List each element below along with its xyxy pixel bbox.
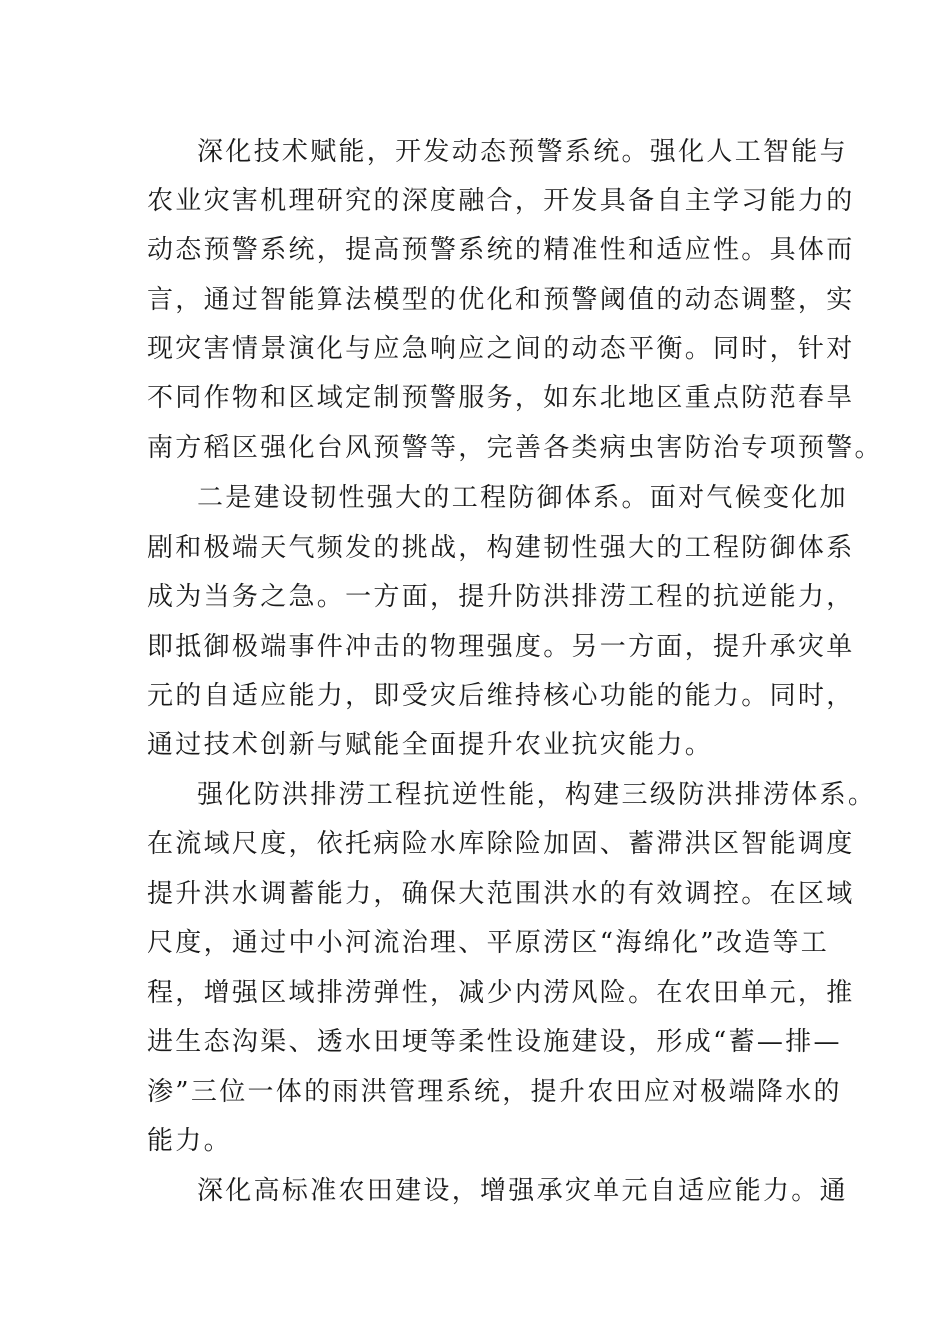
paragraph-1-line-7: 南方稻区强化台风预警等，完善各类病虫害防治专项预警。 xyxy=(147,433,883,463)
paragraph-1-line-3: 动态预警系统，提高预警系统的精准性和适应性。具体而 xyxy=(147,235,855,265)
paragraph-3-line-3: 提升洪水调蓄能力，确保大范围洪水的有效调控。在区域 xyxy=(147,879,855,909)
paragraph-3-line-2: 在流域尺度，依托病险水库除险加固、蓄滞洪区智能调度 xyxy=(147,829,855,859)
paragraph-2-line-1: 二是建设韧性强大的工程防御体系。面对气候变化加 xyxy=(197,483,848,513)
paragraph-3-line-1: 强化防洪排涝工程抗逆性能，构建三级防洪排涝体系。 xyxy=(197,780,877,810)
paragraph-1-line-6: 不同作物和区域定制预警服务，如东北地区重点防范春旱 xyxy=(147,383,855,413)
paragraph-2-line-3: 成为当务之急。一方面，提升防洪排涝工程的抗逆能力， xyxy=(147,582,855,612)
paragraph-4-line-1: 深化高标准农田建设，增强承灾单元自适应能力。通 xyxy=(197,1176,848,1206)
paragraph-1-line-4: 言，通过智能算法模型的优化和预警阈值的动态调整，实 xyxy=(147,285,855,315)
paragraph-3-line-5: 程，增强区域排涝弹性，减少内涝风险。在农田单元，推 xyxy=(147,978,855,1008)
paragraph-1-line-5: 现灾害情景演化与应急响应之间的动态平衡。同时，针对 xyxy=(147,334,855,364)
paragraph-1-line-1: 深化技术赋能，开发动态预警系统。强化人工智能与 xyxy=(197,137,848,167)
paragraph-2-line-2: 剧和极端天气频发的挑战，构建韧性强大的工程防御体系 xyxy=(147,533,855,563)
paragraph-1-line-2: 农业灾害机理研究的深度融合，开发具备自主学习能力的 xyxy=(147,186,855,216)
paragraph-3-line-8: 能力。 xyxy=(147,1126,232,1156)
paragraph-3-line-6: 进生态沟渠、透水田埂等柔性设施建设，形成“蓄—排— xyxy=(147,1027,842,1057)
paragraph-3-line-7: 渗”三位一体的雨洪管理系统，提升农田应对极端降水的 xyxy=(147,1077,842,1107)
paragraph-2-line-6: 通过技术创新与赋能全面提升农业抗灾能力。 xyxy=(147,730,714,760)
paragraph-2-line-5: 元的自适应能力，即受灾后维持核心功能的能力。同时， xyxy=(147,681,855,711)
paragraph-2-line-4: 即抵御极端事件冲击的物理强度。另一方面，提升承灾单 xyxy=(147,632,855,662)
paragraph-3-line-4: 尺度，通过中小河流治理、平原涝区“海绵化”改造等工 xyxy=(147,928,830,958)
